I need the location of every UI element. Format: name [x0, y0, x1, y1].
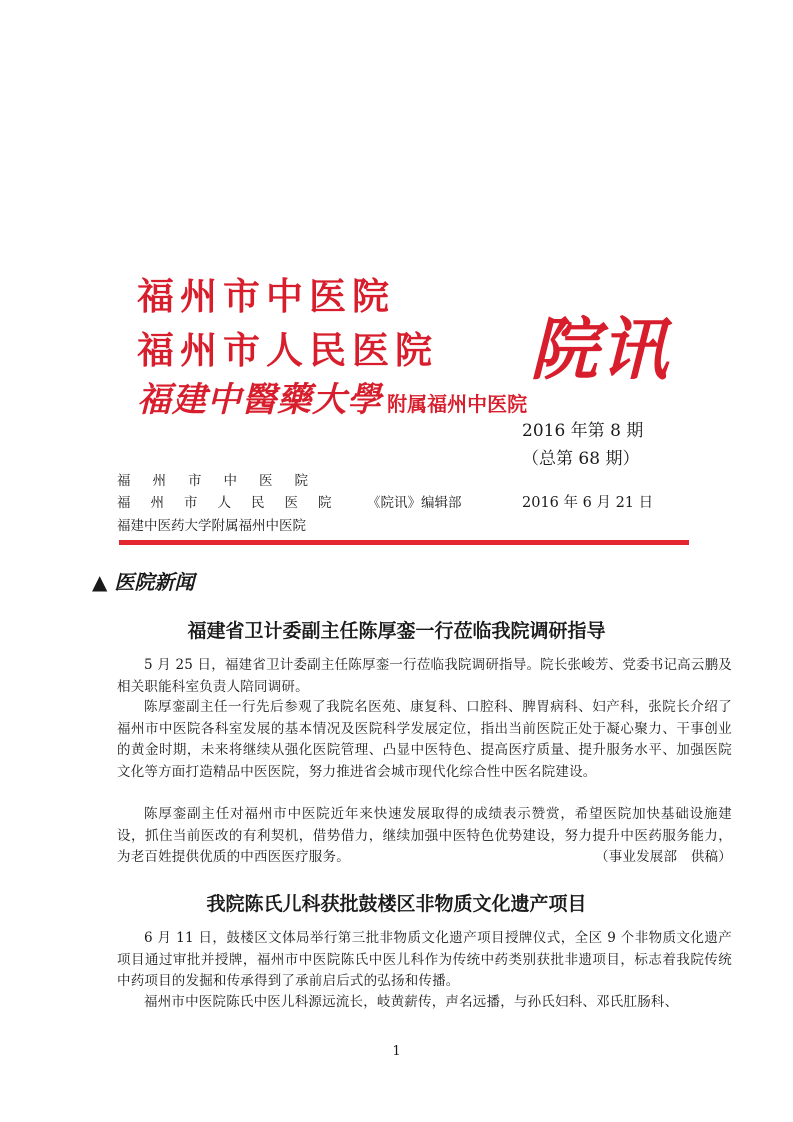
- article-2-paragraph-1: 6 月 11 日，鼓楼区文体局举行第三批非物质文化遗产项目授牌仪式，全区 9 个非物质文化遗产项目通过审批并授牌，福州市中医院陈氏中医儿科作为传统中药类别获批非遗项目，标志着我院传统中药项目的发掘和传承得到了承前启后式的弘扬和传播。: [117, 930, 732, 989]
- issue-total: （总第 68 期）: [522, 449, 640, 469]
- masthead-affiliation: 附属福州中医院: [387, 392, 528, 416]
- publish-date: 2016 年 6 月 21 日: [522, 495, 654, 511]
- article-1-credit: （事业发展部 供稿）: [595, 849, 732, 865]
- publisher-org-2: 福州市人民医院: [117, 495, 352, 511]
- page-number: 1: [392, 1044, 401, 1059]
- section-title: 医院新闻: [114, 570, 195, 594]
- university-logo-text: 福建中醫藥大學: [137, 380, 382, 420]
- masthead-line-3: [137, 372, 527, 421]
- section-heading: [92, 566, 194, 595]
- masthead-line-1: 福州市中医院: [137, 275, 395, 318]
- header-divider: [119, 540, 689, 545]
- article-1-title: 福建省卫计委副主任陈厚銮一行莅临我院调研指导: [187, 620, 606, 642]
- publisher-org-1: 福州市中医院: [117, 473, 330, 489]
- newsletter-brand-title: 院讯: [530, 310, 671, 390]
- article-2-paragraph-2: 福州市中医院陈氏中医儿科源远流长，岐黄薪传，声名远播，与孙氏妇科、邓氏肛肠科、: [144, 994, 679, 1010]
- editorial-department: 《院讯》编辑部: [367, 495, 462, 511]
- publisher-org-3: 福建中医药大学附属福州中医院: [117, 518, 306, 534]
- article-1-paragraph-2: 陈厚銮副主任一行先后参观了我院名医苑、康复科、口腔科、脾胃病科、妇产科，张院长介绍了福州市中医院各科室发展的基本情况及医院科学发展定位，指出当前医院正处于凝心聚力、干事创业的黄金时期，未来将继续从强化医院管理、凸显中医特色、提高医疗质量、提升服务水平、加强医院文化等方面打造精品中医医院，努力推进省会城市现代化综合性中医名院建设。: [117, 699, 732, 780]
- issue-number: 2016 年第 8 期: [522, 421, 644, 441]
- triangle-icon: ▲: [92, 570, 108, 594]
- article-2-title: 我院陈氏儿科获批鼓楼区非物质文化遗产项目: [206, 893, 587, 915]
- article-1-paragraph-1: 5 月 25 日，福建省卫计委副主任陈厚銮一行莅临我院调研指导。院长张峻芳、党委书记高云鹏及相关职能科室负责人陪同调研。: [117, 657, 732, 695]
- masthead-line-2: 福州市人民医院: [137, 329, 438, 372]
- article-1-paragraph-3: 陈厚銮副主任对福州市中医院近年来快速发展取得的成绩表示赞赏，希望医院加快基础设施建设，抓住当前医改的有利契机，借势借力，继续加强中医特色优势建设，努力提升中医药服务能力，为老百姓提供优质的中西医医疗服务。: [117, 806, 732, 865]
